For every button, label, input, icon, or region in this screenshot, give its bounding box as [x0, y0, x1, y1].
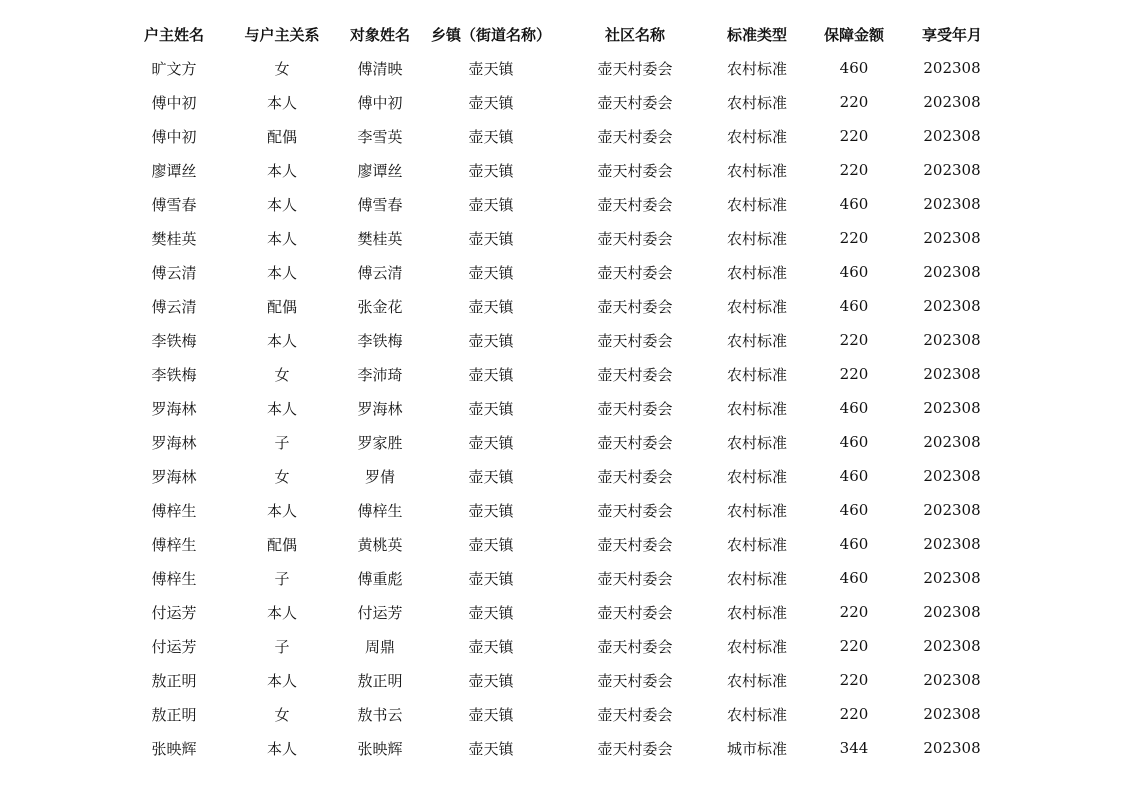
amount-cell: 220 [839, 671, 869, 689]
householder-name-cell: 罗海林 [151, 433, 197, 452]
header-township: 乡镇（街道名称） [430, 25, 551, 44]
amount-cell: 220 [839, 637, 869, 655]
recipient-name-cell: 廖谭丝 [357, 161, 403, 180]
relationship-cell: 本人 [266, 501, 297, 520]
period-cell: 202308 [923, 229, 981, 247]
township-cell: 壶天镇 [468, 603, 514, 622]
amount-cell: 220 [839, 229, 869, 247]
standard-type-cell: 农村标准 [726, 263, 787, 282]
table-row [124, 595, 1002, 629]
table-row [124, 357, 1002, 391]
standard-type-cell: 农村标准 [726, 399, 787, 418]
householder-name-cell: 傅中初 [151, 93, 197, 112]
community-cell: 壶天村委会 [597, 365, 673, 384]
township-cell: 壶天镇 [468, 705, 514, 724]
amount-cell: 220 [839, 161, 869, 179]
relationship-cell: 配偶 [266, 127, 297, 146]
relationship-cell: 子 [274, 433, 290, 452]
householder-name-cell: 李铁梅 [151, 331, 197, 350]
recipient-name-cell: 傅中初 [357, 93, 403, 112]
amount-cell: 460 [839, 297, 869, 315]
community-cell: 壶天村委会 [597, 671, 673, 690]
amount-cell: 460 [839, 535, 869, 553]
relationship-cell: 本人 [266, 229, 297, 248]
relationship-cell: 女 [274, 467, 290, 486]
recipient-name-cell: 傅清映 [357, 59, 403, 78]
recipient-name-cell: 李沛琦 [357, 365, 403, 384]
benefit-table [124, 17, 1002, 765]
relationship-cell: 本人 [266, 161, 297, 180]
householder-name-cell: 傅中初 [151, 127, 197, 146]
township-cell: 壶天镇 [468, 93, 514, 112]
amount-cell: 460 [839, 263, 869, 281]
period-cell: 202308 [923, 399, 981, 417]
township-cell: 壶天镇 [468, 161, 514, 180]
township-cell: 壶天镇 [468, 501, 514, 520]
header-amount: 保障金额 [823, 25, 884, 44]
householder-name-cell: 傅云清 [151, 297, 197, 316]
community-cell: 壶天村委会 [597, 739, 673, 758]
householder-name-cell: 旷文方 [151, 59, 197, 78]
recipient-name-cell: 李铁梅 [357, 331, 403, 350]
householder-name-cell: 樊桂英 [151, 229, 197, 248]
recipient-name-cell: 敖书云 [357, 705, 403, 724]
amount-cell: 220 [839, 603, 869, 621]
period-cell: 202308 [923, 195, 981, 213]
township-cell: 壶天镇 [468, 399, 514, 418]
amount-cell: 220 [839, 93, 869, 111]
recipient-name-cell: 李雪英 [357, 127, 403, 146]
amount-cell: 220 [839, 127, 869, 145]
recipient-name-cell: 罗海林 [357, 399, 403, 418]
community-cell: 壶天村委会 [597, 93, 673, 112]
table-row [124, 663, 1002, 697]
community-cell: 壶天村委会 [597, 331, 673, 350]
community-cell: 壶天村委会 [597, 161, 673, 180]
standard-type-cell: 农村标准 [726, 705, 787, 724]
period-cell: 202308 [923, 569, 981, 587]
community-cell: 壶天村委会 [597, 433, 673, 452]
header-row [124, 17, 1002, 51]
table-row [124, 391, 1002, 425]
township-cell: 壶天镇 [468, 467, 514, 486]
header-recipient-name: 对象姓名 [349, 25, 410, 44]
document-sheet [124, 17, 1002, 765]
table-row [124, 255, 1002, 289]
standard-type-cell: 农村标准 [726, 433, 787, 452]
standard-type-cell: 城市标准 [726, 739, 787, 758]
township-cell: 壶天镇 [468, 195, 514, 214]
recipient-name-cell: 敖正明 [357, 671, 403, 690]
standard-type-cell: 农村标准 [726, 671, 787, 690]
period-cell: 202308 [923, 535, 981, 553]
amount-cell: 220 [839, 365, 869, 383]
householder-name-cell: 傅梓生 [151, 501, 197, 520]
header-period: 享受年月 [921, 25, 982, 44]
township-cell: 壶天镇 [468, 127, 514, 146]
community-cell: 壶天村委会 [597, 263, 673, 282]
table-row [124, 323, 1002, 357]
standard-type-cell: 农村标准 [726, 501, 787, 520]
recipient-name-cell: 黄桃英 [357, 535, 403, 554]
recipient-name-cell: 傅云清 [357, 263, 403, 282]
community-cell: 壶天村委会 [597, 59, 673, 78]
community-cell: 壶天村委会 [597, 603, 673, 622]
period-cell: 202308 [923, 161, 981, 179]
recipient-name-cell: 张金花 [357, 297, 403, 316]
standard-type-cell: 农村标准 [726, 331, 787, 350]
householder-name-cell: 敖正明 [151, 705, 197, 724]
township-cell: 壶天镇 [468, 59, 514, 78]
relationship-cell: 女 [274, 365, 290, 384]
standard-type-cell: 农村标准 [726, 195, 787, 214]
recipient-name-cell: 傅重彪 [357, 569, 403, 588]
standard-type-cell: 农村标准 [726, 535, 787, 554]
householder-name-cell: 傅梓生 [151, 535, 197, 554]
standard-type-cell: 农村标准 [726, 93, 787, 112]
table-row [124, 425, 1002, 459]
period-cell: 202308 [923, 705, 981, 723]
table-row [124, 459, 1002, 493]
township-cell: 壶天镇 [468, 229, 514, 248]
standard-type-cell: 农村标准 [726, 229, 787, 248]
period-cell: 202308 [923, 671, 981, 689]
relationship-cell: 本人 [266, 195, 297, 214]
community-cell: 壶天村委会 [597, 501, 673, 520]
community-cell: 壶天村委会 [597, 127, 673, 146]
amount-cell: 460 [839, 569, 869, 587]
householder-name-cell: 廖谭丝 [151, 161, 197, 180]
standard-type-cell: 农村标准 [726, 467, 787, 486]
householder-name-cell: 傅云清 [151, 263, 197, 282]
standard-type-cell: 农村标准 [726, 297, 787, 316]
table-row [124, 697, 1002, 731]
relationship-cell: 女 [274, 705, 290, 724]
header-householder-name: 户主姓名 [143, 25, 204, 44]
community-cell: 壶天村委会 [597, 467, 673, 486]
recipient-name-cell: 张映辉 [357, 739, 403, 758]
householder-name-cell: 张映辉 [151, 739, 197, 758]
community-cell: 壶天村委会 [597, 399, 673, 418]
recipient-name-cell: 周鼎 [364, 637, 395, 656]
amount-cell: 460 [839, 501, 869, 519]
township-cell: 壶天镇 [468, 535, 514, 554]
standard-type-cell: 农村标准 [726, 569, 787, 588]
township-cell: 壶天镇 [468, 739, 514, 758]
header-standard-type: 标准类型 [726, 25, 787, 44]
table-row [124, 119, 1002, 153]
table-row [124, 731, 1002, 765]
recipient-name-cell: 罗家胜 [357, 433, 403, 452]
period-cell: 202308 [923, 93, 981, 111]
table-row [124, 221, 1002, 255]
community-cell: 壶天村委会 [597, 569, 673, 588]
table-row [124, 187, 1002, 221]
township-cell: 壶天镇 [468, 433, 514, 452]
householder-name-cell: 李铁梅 [151, 365, 197, 384]
householder-name-cell: 傅雪春 [151, 195, 197, 214]
table-row [124, 493, 1002, 527]
relationship-cell: 本人 [266, 671, 297, 690]
standard-type-cell: 农村标准 [726, 637, 787, 656]
table-row [124, 527, 1002, 561]
period-cell: 202308 [923, 433, 981, 451]
period-cell: 202308 [923, 331, 981, 349]
township-cell: 壶天镇 [468, 569, 514, 588]
header-community: 社区名称 [604, 25, 665, 44]
period-cell: 202308 [923, 739, 981, 757]
amount-cell: 220 [839, 705, 869, 723]
householder-name-cell: 罗海林 [151, 467, 197, 486]
community-cell: 壶天村委会 [597, 637, 673, 656]
community-cell: 壶天村委会 [597, 535, 673, 554]
period-cell: 202308 [923, 365, 981, 383]
relationship-cell: 女 [274, 59, 290, 78]
township-cell: 壶天镇 [468, 671, 514, 690]
relationship-cell: 子 [274, 637, 290, 656]
table-body [124, 51, 1002, 765]
amount-cell: 460 [839, 467, 869, 485]
table-row [124, 289, 1002, 323]
recipient-name-cell: 樊桂英 [357, 229, 403, 248]
township-cell: 壶天镇 [468, 297, 514, 316]
standard-type-cell: 农村标准 [726, 603, 787, 622]
relationship-cell: 本人 [266, 263, 297, 282]
period-cell: 202308 [923, 59, 981, 77]
period-cell: 202308 [923, 127, 981, 145]
householder-name-cell: 傅梓生 [151, 569, 197, 588]
standard-type-cell: 农村标准 [726, 59, 787, 78]
relationship-cell: 本人 [266, 603, 297, 622]
community-cell: 壶天村委会 [597, 297, 673, 316]
period-cell: 202308 [923, 297, 981, 315]
standard-type-cell: 农村标准 [726, 127, 787, 146]
recipient-name-cell: 傅梓生 [357, 501, 403, 520]
householder-name-cell: 敖正明 [151, 671, 197, 690]
township-cell: 壶天镇 [468, 331, 514, 350]
amount-cell: 460 [839, 59, 869, 77]
table-row [124, 51, 1002, 85]
header-relationship: 与户主关系 [244, 25, 320, 44]
relationship-cell: 配偶 [266, 297, 297, 316]
period-cell: 202308 [923, 501, 981, 519]
relationship-cell: 子 [274, 569, 290, 588]
table-row [124, 153, 1002, 187]
amount-cell: 460 [839, 433, 869, 451]
householder-name-cell: 罗海林 [151, 399, 197, 418]
householder-name-cell: 付运芳 [151, 637, 197, 656]
community-cell: 壶天村委会 [597, 705, 673, 724]
recipient-name-cell: 傅雪春 [357, 195, 403, 214]
amount-cell: 344 [839, 739, 869, 757]
community-cell: 壶天村委会 [597, 229, 673, 248]
table-row [124, 629, 1002, 663]
period-cell: 202308 [923, 603, 981, 621]
relationship-cell: 本人 [266, 93, 297, 112]
table-row [124, 561, 1002, 595]
period-cell: 202308 [923, 637, 981, 655]
amount-cell: 460 [839, 195, 869, 213]
relationship-cell: 本人 [266, 739, 297, 758]
township-cell: 壶天镇 [468, 637, 514, 656]
standard-type-cell: 农村标准 [726, 365, 787, 384]
table-header [124, 17, 1002, 51]
householder-name-cell: 付运芳 [151, 603, 197, 622]
township-cell: 壶天镇 [468, 365, 514, 384]
relationship-cell: 配偶 [266, 535, 297, 554]
recipient-name-cell: 罗倩 [364, 467, 395, 486]
table-row [124, 85, 1002, 119]
amount-cell: 460 [839, 399, 869, 417]
township-cell: 壶天镇 [468, 263, 514, 282]
period-cell: 202308 [923, 263, 981, 281]
community-cell: 壶天村委会 [597, 195, 673, 214]
relationship-cell: 本人 [266, 399, 297, 418]
period-cell: 202308 [923, 467, 981, 485]
standard-type-cell: 农村标准 [726, 161, 787, 180]
relationship-cell: 本人 [266, 331, 297, 350]
amount-cell: 220 [839, 331, 869, 349]
recipient-name-cell: 付运芳 [357, 603, 403, 622]
